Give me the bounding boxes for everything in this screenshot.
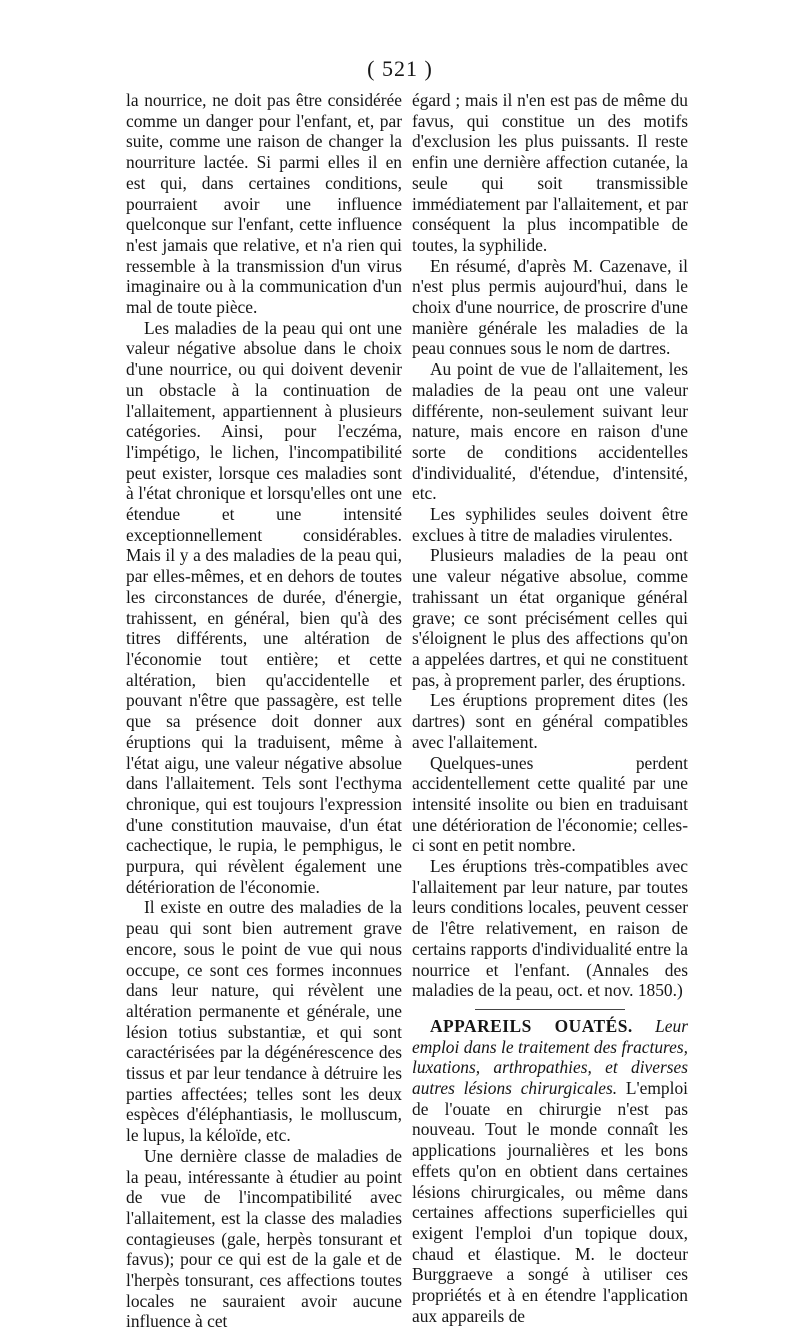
- section-divider: [475, 1009, 625, 1010]
- paragraph: la nourrice, ne doit pas être considérée comme un danger pour l'enfant, et, par suite, comme une raison de changer la nourriture lactée. Si parmi elles il en est qui, dans certaines conditions, pourraient avoir une influence quelconque sur l'enfant, cette influence n'est jamais que relative, et n'a rien qui ressemble à la transmission d'un virus imaginaire ou à la communication d'un mal de toute pièce.: [126, 90, 402, 318]
- paragraph: Plusieurs maladies de la peau ont une valeur négative absolue, comme trahissant un état organique général grave; ce sont précisément celles qui s'éloignent le plus des affections qu'on a appelées dartres, et qui ne constituent pas, à proprement parler, des éruptions.: [412, 545, 688, 690]
- left-column: [126, 90, 402, 1332]
- article-heading: APPAREILS OUATÉS.: [430, 1015, 633, 1036]
- paragraph: Les éruptions proprement dites (les dartres) sont en général compatibles avec l'allaitement.: [412, 690, 688, 752]
- article-subtitle: Leur emploi dans le traitement des fractures, luxations, arthropathies, et diverses autres lésions chirurgicales.: [412, 1015, 688, 1099]
- article-body: L'emploi de l'ouate en chirurgie n'est pas nouveau. Tout le monde connaît les applications journalières et les bons effets qu'on en obtient dans certaines lésions chirurgicales, ou même dans certaines affections superficielles qui exigent l'emploi d'un topique doux, chaud et élastique. M. le docteur Burggraeve a songé à utiliser ces propriétés et à en étendre l'application aux appareils de: [412, 1078, 688, 1326]
- paragraph: égard ; mais il n'en est pas de même du favus, qui constitue un des motifs d'exclusion les plus puissants. Il reste enfin une dernière affection cutanée, la seule qui soit transmissible immédiatement par l'allaitement, et par conséquent la plus incompatible de toutes, la syphilide.: [412, 90, 688, 255]
- right-column: [412, 90, 688, 1326]
- article-paragraph: [412, 1016, 688, 1327]
- paragraph: En résumé, d'après M. Cazenave, il n'est plus permis aujourd'hui, dans le choix d'une nourrice, de proscrire d'une manière générale les maladies de la peau connues sous le nom de dartres.: [412, 255, 688, 359]
- paragraph: Au point de vue de l'allaitement, les maladies de la peau ont une valeur différente, non-seulement suivant leur nature, mais encore en raison d'une sorte de conditions accidentelles d'individualité, d'étendue, d'intensité, etc.: [412, 359, 688, 504]
- paragraph: Les syphilides seules doivent être exclues à titre de maladies virulentes.: [412, 504, 688, 545]
- paragraph: Quelques-unes perdent accidentellement cette qualité par une intensité insolite ou bien en traduisant une détérioration de l'économie; celles-ci sont en petit nombre.: [412, 752, 688, 856]
- paragraph: Il existe en outre des maladies de la peau qui sont bien autrement grave encore, sous le point de vue qui nous occupe, ce sont ces formes inconnues dans leur nature, qui révèlent une altération permanente et générale, une lésion totius substantiæ, et qui sont caractérisées par la dégénérescence des tissus et par leur tendance à détruire les parties affectées; telles sont les deux espèces d'éléphantiasis, le molluscum, le lupus, la kéloïde, etc.: [126, 897, 402, 1146]
- paragraph: Les éruptions très-compatibles avec l'allaitement par leur nature, par toutes leurs conditions locales, peuvent cesser de l'être relativement, en raison de certains rapports d'individualité entre la nourrice et l'enfant. (Annales des maladies de la peau, oct. et nov. 1850.): [412, 856, 688, 1001]
- paragraph: Une dernière classe de maladies de la peau, intéressante à étudier au point de vue de l'incompatibilité avec l'allaitement, est la classe des maladies contagieuses (gale, herpès tonsurant et favus); pour ce qui est de la gale et de l'herpès tonsurant, ces affections toutes locales ne sauraient avoir aucune influence à cet: [126, 1145, 402, 1332]
- page-number: ( 521 ): [367, 56, 433, 81]
- paragraph: Les maladies de la peau qui ont une valeur négative absolue dans le choix d'une nourrice, ou qui doivent devenir un obstacle à la continuation de l'allaitement, appartiennent à plusieurs catégories. Ainsi, pour l'eczéma, l'impétigo, le lichen, l'incompatibilité peut exister, lorsque ces maladies sont à l'état chronique et lorsqu'elles ont une étendue et une intensité exceptionnellement considérables. Mais il y a des maladies de la peau qui, par elles-mêmes, et en dehors de toutes les circonstances de durée, d'énergie, trahissent, en général, bien qu'à des titres différents, une altération de l'économie tout entière; et cette altération, bien qu'accidentelle et pouvant n'être que passagère, est telle que sa présence doit donner aux éruptions qui la traduisent, même à l'état aigu, une valeur négative absolue dans l'allaitement. Tels sont l'ecthyma chronique, qui est toujours l'expression d'une constitution mauvaise, d'un état cachectique, le rupia, le pemphigus, le purpura, qui révèlent également une détérioration de l'économie.: [126, 317, 402, 897]
